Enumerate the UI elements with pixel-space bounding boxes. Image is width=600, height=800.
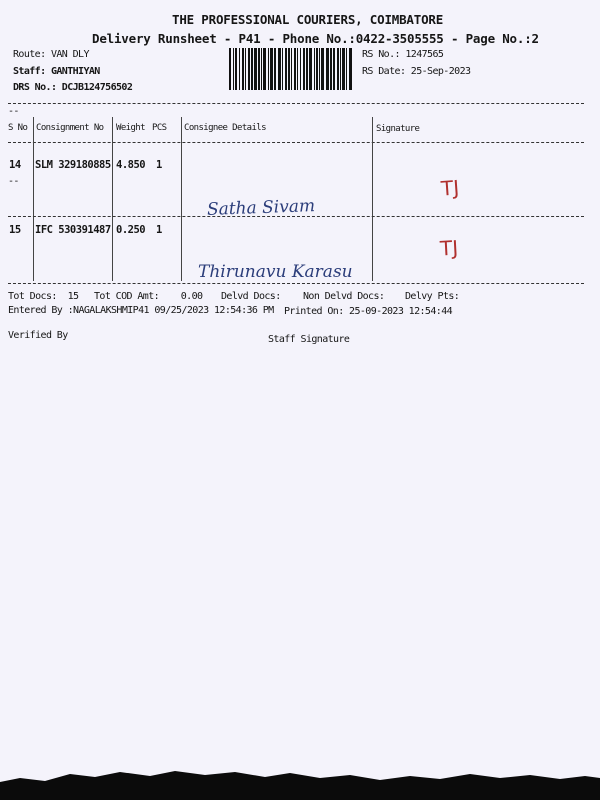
row-pcs: 1 bbox=[156, 159, 162, 171]
drs-number: DRS No.: DCJB124756502 bbox=[13, 82, 133, 93]
row-weight: 0.250 bbox=[116, 224, 146, 236]
col-divider bbox=[372, 117, 373, 281]
header-bottom-rule bbox=[8, 142, 584, 143]
row-signature-mark: TJ bbox=[440, 175, 460, 201]
entered-by: Entered By :NAGALAKSHMIP41 09/25/2023 12:54:36 PM bbox=[8, 305, 274, 316]
col-header-signature: Signature bbox=[376, 124, 420, 134]
printed-on: Printed On: 25-09-2023 12:54:44 bbox=[284, 306, 453, 317]
row-sno: 14 bbox=[9, 159, 21, 171]
staff-signature-label: Staff Signature bbox=[268, 334, 350, 345]
delivered-docs: Delvd Docs: bbox=[221, 291, 281, 302]
col-header-consignment: Consignment No bbox=[36, 123, 104, 133]
verified-by-label: Verified By bbox=[8, 330, 68, 341]
row-consignment: IFC 530391487 bbox=[35, 224, 111, 236]
col-divider bbox=[181, 117, 182, 281]
route-label: Route: VAN DLY bbox=[13, 49, 89, 60]
row-weight: 4.850 bbox=[116, 159, 146, 171]
row-consignee-handwriting: Satha Sivam bbox=[206, 196, 316, 220]
row-signature-mark: TJ bbox=[439, 235, 459, 261]
col-divider bbox=[33, 117, 34, 281]
rs-number: RS No.: 1247565 bbox=[362, 49, 444, 60]
col-header-weight: Weight bbox=[116, 123, 145, 133]
total-cod-amount: Tot COD Amt: 0.00 bbox=[94, 291, 203, 302]
table-bottom-rule bbox=[8, 283, 584, 284]
row-consignee-handwriting: Thirunavu Karasu bbox=[198, 262, 353, 282]
barcode-image bbox=[229, 48, 355, 90]
col-header-pcs: PCS bbox=[152, 123, 167, 133]
company-title: THE PROFESSIONAL COURIERS, COIMBATORE bbox=[172, 12, 444, 27]
torn-edge-shadow bbox=[0, 760, 600, 800]
row-consignment: SLM 329180885 bbox=[35, 159, 111, 171]
col-header-consignee: Consignee Details bbox=[184, 123, 266, 133]
col-header-sno: S No bbox=[8, 123, 28, 133]
staff-label: Staff: GANTHIYAN bbox=[13, 66, 100, 77]
row-pcs: 1 bbox=[156, 224, 162, 236]
non-delivered-docs: Non Delvd Docs: bbox=[303, 291, 385, 302]
runsheet-title: Delivery Runsheet - P41 - Phone No.:0422-3505555 - Page No.:2 bbox=[92, 31, 539, 46]
col-divider bbox=[112, 117, 113, 281]
continuation-mark: -- bbox=[8, 106, 19, 117]
row-sno: 15 bbox=[9, 224, 21, 236]
continuation-mark: -- bbox=[8, 176, 19, 187]
total-docs: Tot Docs: 15 bbox=[8, 291, 79, 302]
rs-date: RS Date: 25-Sep-2023 bbox=[362, 66, 471, 77]
table-top-rule bbox=[8, 103, 584, 104]
row-divider-rule bbox=[8, 216, 584, 217]
delivery-points: Delvy Pts: bbox=[405, 291, 460, 302]
